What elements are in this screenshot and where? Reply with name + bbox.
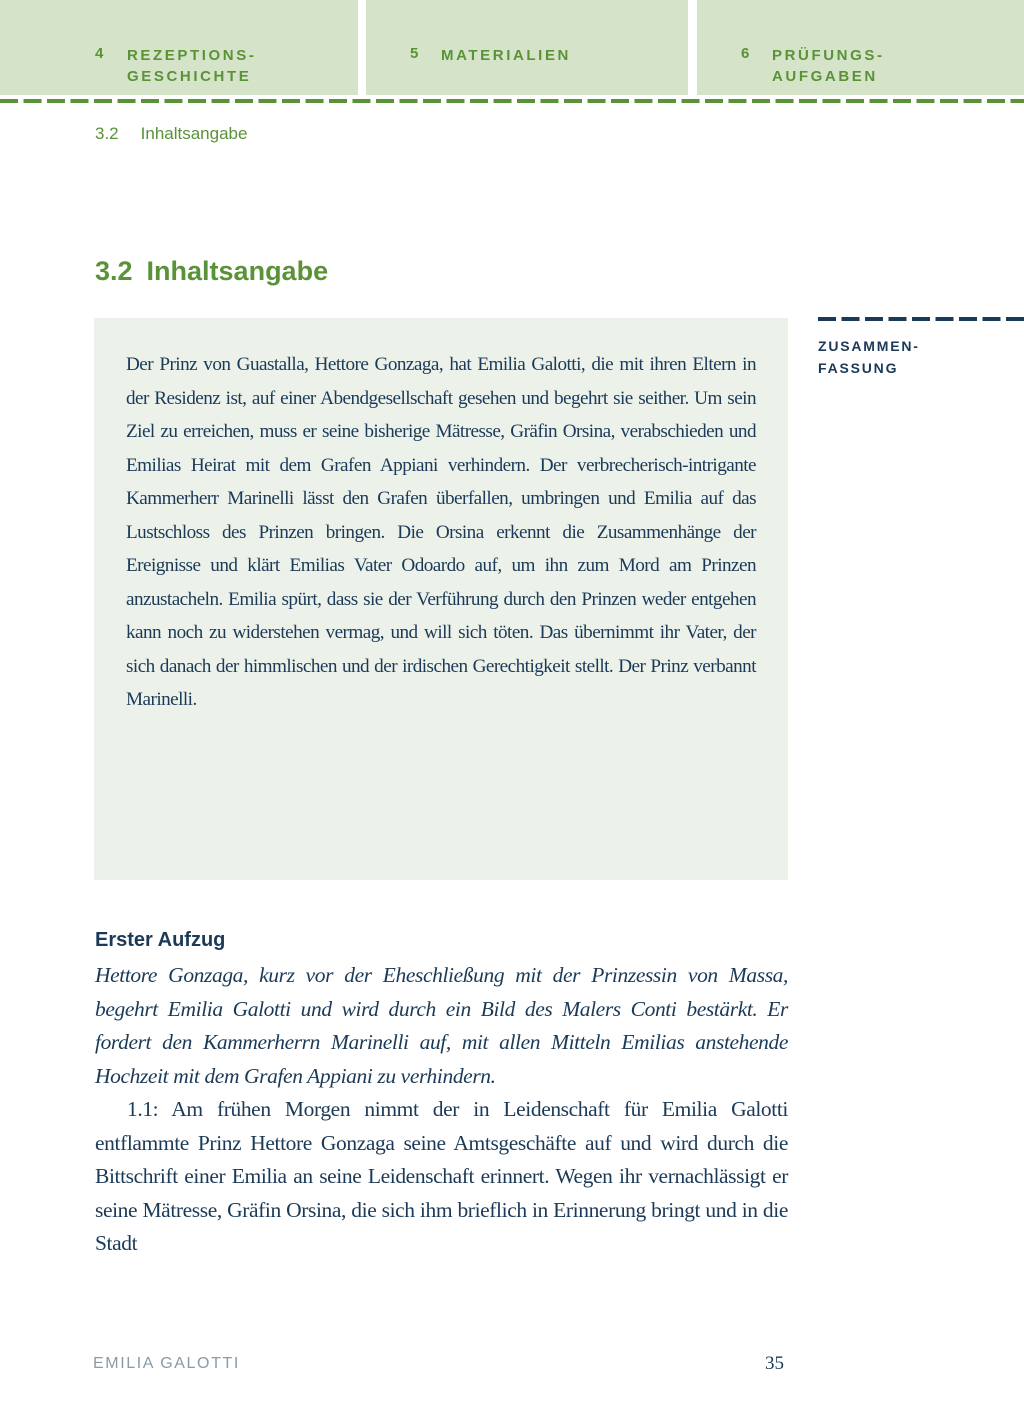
act-paragraph: 1.1: Am frühen Morgen nimmt der in Leidenschaft für Emilia Galotti entflammte Prinz Hettore Gonzaga seine Amtsgeschäfte auf und wird durch die Bittschrift einer Emilia an seine Leidenschaft erinnert. Wegen ihr vernachlässigt er seine Mätresse, Gräfin Orsina, die sich ihm brieflich in Erinnerung bringt und in die Stadt: [95, 1097, 788, 1255]
section-title-text: Inhaltsangabe: [146, 256, 329, 286]
tab-label-line1: REZEPTIONS-: [127, 47, 257, 64]
summary-text: Der Prinz von Guastalla, Hettore Gonzaga, hat Emilia Galotti, die mit ihren Eltern in der Residenz ist, auf einer Abendgesellschaft gesehen und begehrt sie seither. Um sein Ziel zu erreichen, muss er seine bisherige Mätresse, Gräfin Orsina, verabschieden und Emilias Heirat mit dem Grafen Appiani verhindern. Der verbrecherisch-intrigante Kammerherr Marinelli lässt den Grafen überfallen, umbringen und Emilia auf das Lustschloss des Prinzen bringen. Die Orsina erkennt die Zusammenhänge der Ereignisse und klärt Emilias Vater Odoardo auf, um ihn zum Mord am Prinzen anzustacheln. Emilia spürt, dass sie der Verführung durch den Prinzen weder entgehen kann noch zu widerstehen vermag, und will sich töten. Das übernimmt ihr Vater, der sich danach der himmlischen und der irdischen Gerechtigkeit stellt. Der Prinz verbannt Marinelli.: [126, 354, 756, 710]
tab-label: [441, 45, 571, 66]
page-number: 35: [765, 1353, 784, 1374]
running-head-title: Inhaltsangabe: [140, 124, 248, 143]
act-heading: Erster Aufzug: [95, 929, 226, 951]
tab-label-line1: MATERIALIEN: [441, 47, 571, 64]
sidenote-dashed-divider: [818, 317, 1024, 321]
tab-materialien[interactable]: [366, 0, 688, 95]
tab-label-line2: AUFGABEN: [772, 68, 878, 85]
act-intro: Hettore Gonzaga, kurz vor der Eheschließung mit der Prinzessin von Massa, begehrt Emilia Galotti und wird durch ein Bild des Malers Conti bestärkt. Er fordert den Kammerherrn Marinelli auf, mit allen Mitteln Emilias anstehende Hochzeit mit dem Grafen Appiani zu verhindern.: [95, 963, 788, 1088]
footer-book-title: EMILIA GALOTTI: [93, 1355, 240, 1372]
running-head-number: 3.2: [95, 124, 119, 143]
tab-label: [772, 45, 885, 87]
margin-note-line1: ZUSAMMEN-: [818, 338, 920, 354]
tab-number: 5: [410, 45, 421, 62]
tab-label-line1: PRÜFUNGS-: [772, 47, 885, 64]
section-title: [95, 256, 328, 287]
tab-number: 4: [95, 45, 106, 62]
margin-note-line2: FASSUNG: [818, 360, 899, 376]
tab-label-line2: GESCHICHTE: [127, 68, 252, 85]
running-head: [95, 124, 247, 144]
tab-pruefungsaufgaben[interactable]: [697, 0, 1024, 95]
section-number: 3.2: [95, 256, 133, 286]
tab-rezeptionsgeschichte[interactable]: [0, 0, 358, 95]
act-body: [95, 959, 788, 1261]
header-dashed-divider: [0, 99, 1024, 103]
margin-note: [818, 335, 920, 379]
tab-label: [127, 45, 256, 87]
tab-number: 6: [741, 45, 752, 62]
chapter-tabs: [0, 0, 1024, 95]
summary-box: [94, 318, 788, 880]
